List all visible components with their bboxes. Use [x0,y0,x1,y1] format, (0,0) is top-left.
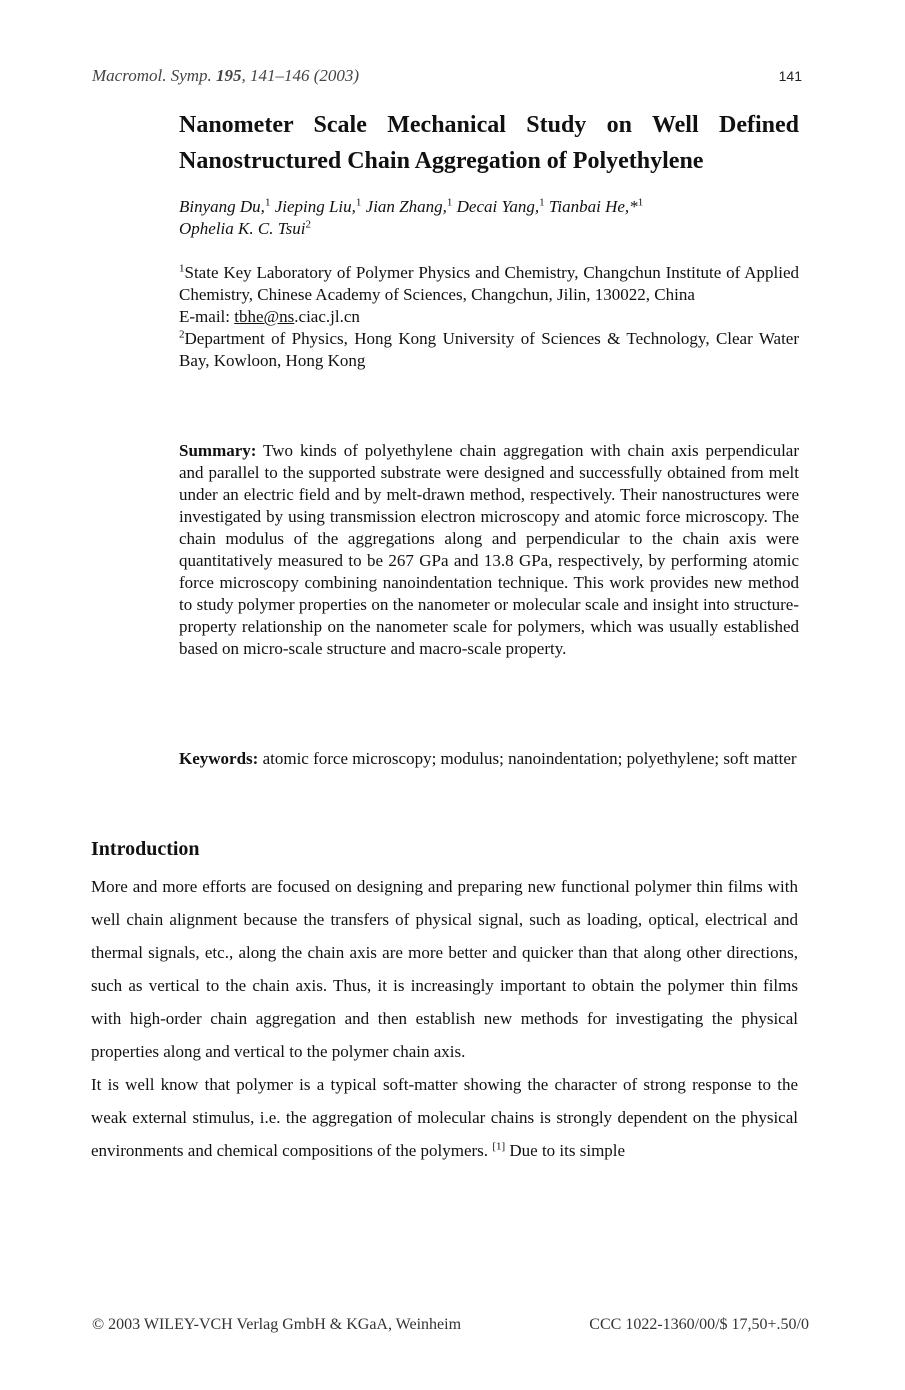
copyright-notice: © 2003 WILEY-VCH Verlag GmbH & KGaA, Weinheim [92,1316,462,1333]
introduction-body [91,870,798,1167]
journal-citation [92,66,359,86]
title-line-2: Nanostructured Chain Aggregation of Polyethylene [179,148,704,174]
author-list [179,196,799,240]
author-name: Ophelia K. C. Tsui [179,219,306,238]
affiliation-text: State Key Laboratory of Polymer Physics and Chemistry, Changchun Institute of Applied Chemistry, Chinese Academy of Sciences, Changchun, Jilin, 130022, China [179,263,799,304]
affiliation-1 [179,262,799,306]
author-name: Tianbai He,* [548,197,638,216]
summary-label: Summary: [179,441,257,460]
paragraph-text: It is well know that polymer is a typical soft-matter showing the character of strong response to the weak external stimulus, i.e. the aggregation of molecular chains is strongly dependent on the physical environments and chemical compositions of the polymers. [91,1075,798,1160]
author-affil-sup: 1 [264,196,271,209]
author-affil-sup: 1 [446,196,453,209]
affiliations [179,262,799,372]
affiliation-sup: 2 [179,328,185,341]
author-name: Decai Yang, [456,197,540,216]
author-name: Binyang Du, [179,197,265,216]
affiliation-sup: 1 [179,262,185,275]
paragraph [91,1068,798,1167]
journal-prefix: Macromol. Symp. [92,66,217,85]
author-name: Jian Zhang, [365,197,447,216]
author-affil-sup: 1 [539,196,545,209]
section-heading-introduction: Introduction [91,838,200,860]
title-line-1: Nanometer Scale Mechanical Study on Well Defined [179,112,799,138]
email-label: E-mail: [179,307,235,326]
affiliation-2 [179,328,799,372]
author-affil-sup: 2 [305,218,311,231]
author-affil-sup: 1 [637,196,644,209]
author-name: Jieping Liu, [274,197,356,216]
paragraph: More and more efforts are focused on designing and preparing new functional polymer thin films with well chain alignment because the transfers of physical signal, such as loading, optical, electrical and thermal signals, etc., along the chain axis are more better and quicker than that along other directions, such as vertical to the chain axis. Thus, it is increasingly important to obtain the polymer thin films with high-order chain aggregation and then establish new methods for investigating the physical properties along and vertical to the polymer chain axis. [91,877,798,1061]
email-rest: .ciac.jl.cn [294,307,360,326]
affiliation-text: Department of Physics, Hong Kong University of Sciences & Technology, Clear Water Bay, Kowloon, Hong Kong [179,329,799,370]
journal-pages-year: , 141–146 (2003) [241,66,360,85]
page-number: 141 [778,68,802,84]
keywords-text: atomic force microscopy; modulus; nanoindentation; polyethylene; soft matter [258,749,797,768]
journal-volume: 195 [216,66,242,85]
ccc-code: CCC 1022-1360/00/$ 17,50+.50/0 [589,1316,809,1333]
reference-marker[interactable]: [1] [492,1140,506,1153]
keywords [179,748,799,770]
email-link[interactable]: tbhe@ns [234,307,295,326]
author-affil-sup: 1 [355,196,362,209]
abstract [179,440,799,660]
paragraph-text: Due to its simple [505,1141,626,1160]
email-line [179,306,799,328]
summary-text: Two kinds of polyethylene chain aggregation with chain axis perpendicular and parallel to the supported substrate were designed and successfully obtained from melt under an electric field and by melt-drawn method, respectively. Their nanostructures were investigated by using transmission electron microscopy and atomic force microscopy. The chain modulus of the aggregations along and perpendicular to the chain axis were quantitatively measured to be 267 GPa and 13.8 GPa, respectively, by performing atomic force microscopy combining nanoindentation technique. This work provides new method to study polymer properties on the nanometer or molecular scale and insight into structure-property relationship on the nanometer scale for polymers, which was usually established based on micro-scale structure and macro-scale property. [179,441,799,658]
paper-title [179,107,799,179]
keywords-label: Keywords: [179,749,259,768]
